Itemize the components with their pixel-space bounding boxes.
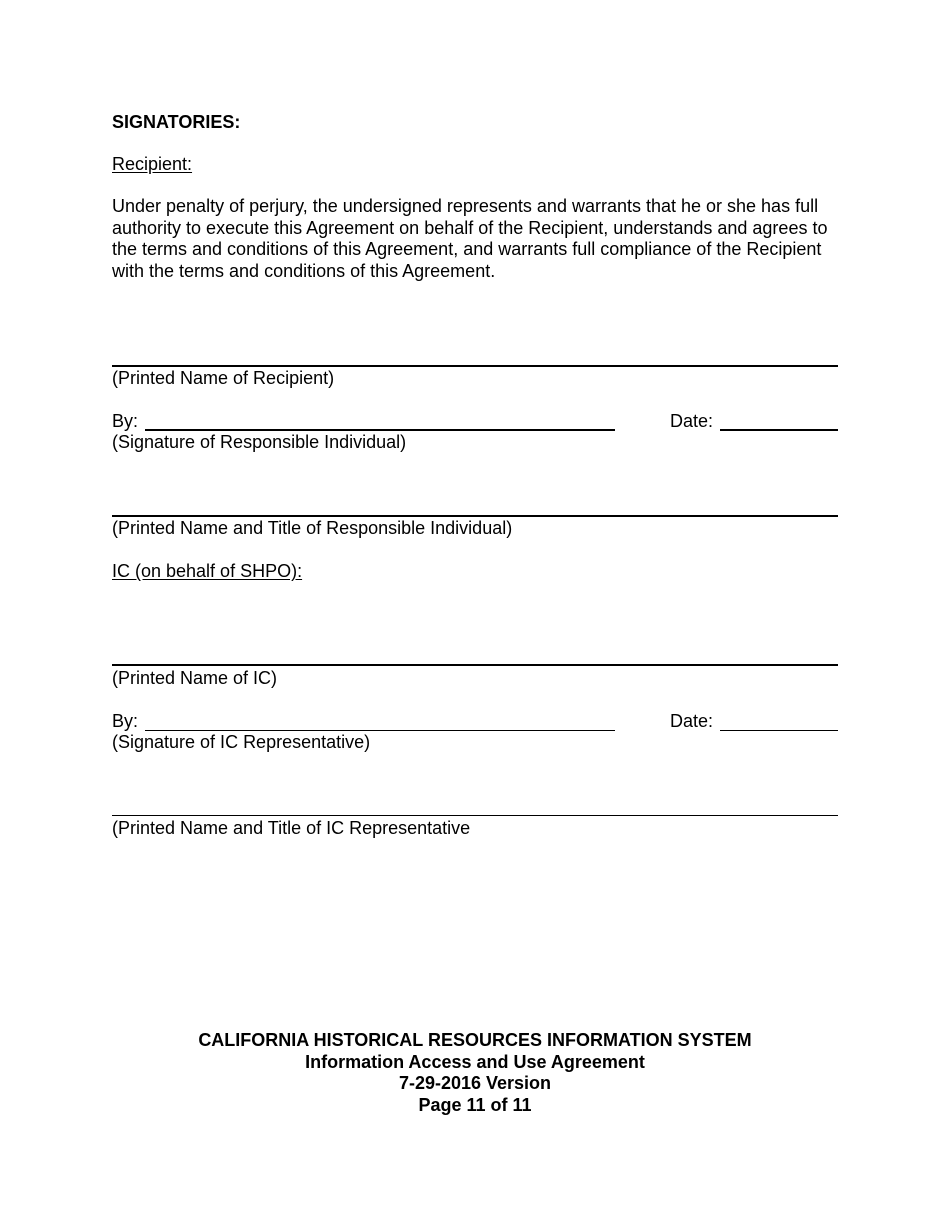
recipient-by-label: By: (112, 411, 139, 431)
recipient-signature-label: (Signature of Responsible Individual) (112, 432, 407, 452)
recipient-printed-name-title-line[interactable] (112, 515, 838, 517)
recipient-printed-name-label: (Printed Name of Recipient) (112, 368, 335, 388)
signatories-heading: SIGNATORIES: (112, 112, 241, 132)
ic-printed-name-label: (Printed Name of IC) (112, 668, 278, 688)
ic-section-title: IC (on behalf of SHPO): (112, 561, 303, 581)
recipient-section-title: Recipient: (112, 154, 193, 174)
ic-date-label: Date: (670, 711, 714, 731)
ic-by-label: By: (112, 711, 139, 731)
page-footer (0, 1030, 950, 1117)
ic-signature-line[interactable] (145, 730, 615, 731)
ic-printed-name-title-line[interactable] (112, 815, 838, 816)
recipient-statement: Under penalty of perjury, the undersigned represents and warrants that he or she has full authority to execute this Agreement on behalf of the Recipient, understands and agrees to the terms and conditions of this Agreement, and warrants full compliance of the Recipient with the terms and conditions of this Agreement. (112, 196, 828, 281)
recipient-date-label: Date: (670, 411, 714, 431)
ic-date-line[interactable] (720, 730, 838, 731)
footer-page-number: Page 11 of 11 (418, 1095, 532, 1116)
footer-system-name: CALIFORNIA HISTORICAL RESOURCES INFORMATION SYSTEM (198, 1030, 752, 1050)
ic-printed-name-line[interactable] (112, 664, 838, 666)
ic-printed-name-title-label: (Printed Name and Title of IC Representative (112, 818, 471, 838)
footer-version: 7-29-2016 Version (398, 1073, 552, 1094)
recipient-printed-name-title-label: (Printed Name and Title of Responsible Individual) (112, 518, 513, 538)
ic-signature-label: (Signature of IC Representative) (112, 732, 371, 752)
recipient-signature-line[interactable] (145, 429, 615, 431)
recipient-date-line[interactable] (720, 429, 838, 431)
recipient-printed-name-line[interactable] (112, 365, 838, 367)
footer-document-title: Information Access and Use Agreement (305, 1051, 645, 1072)
